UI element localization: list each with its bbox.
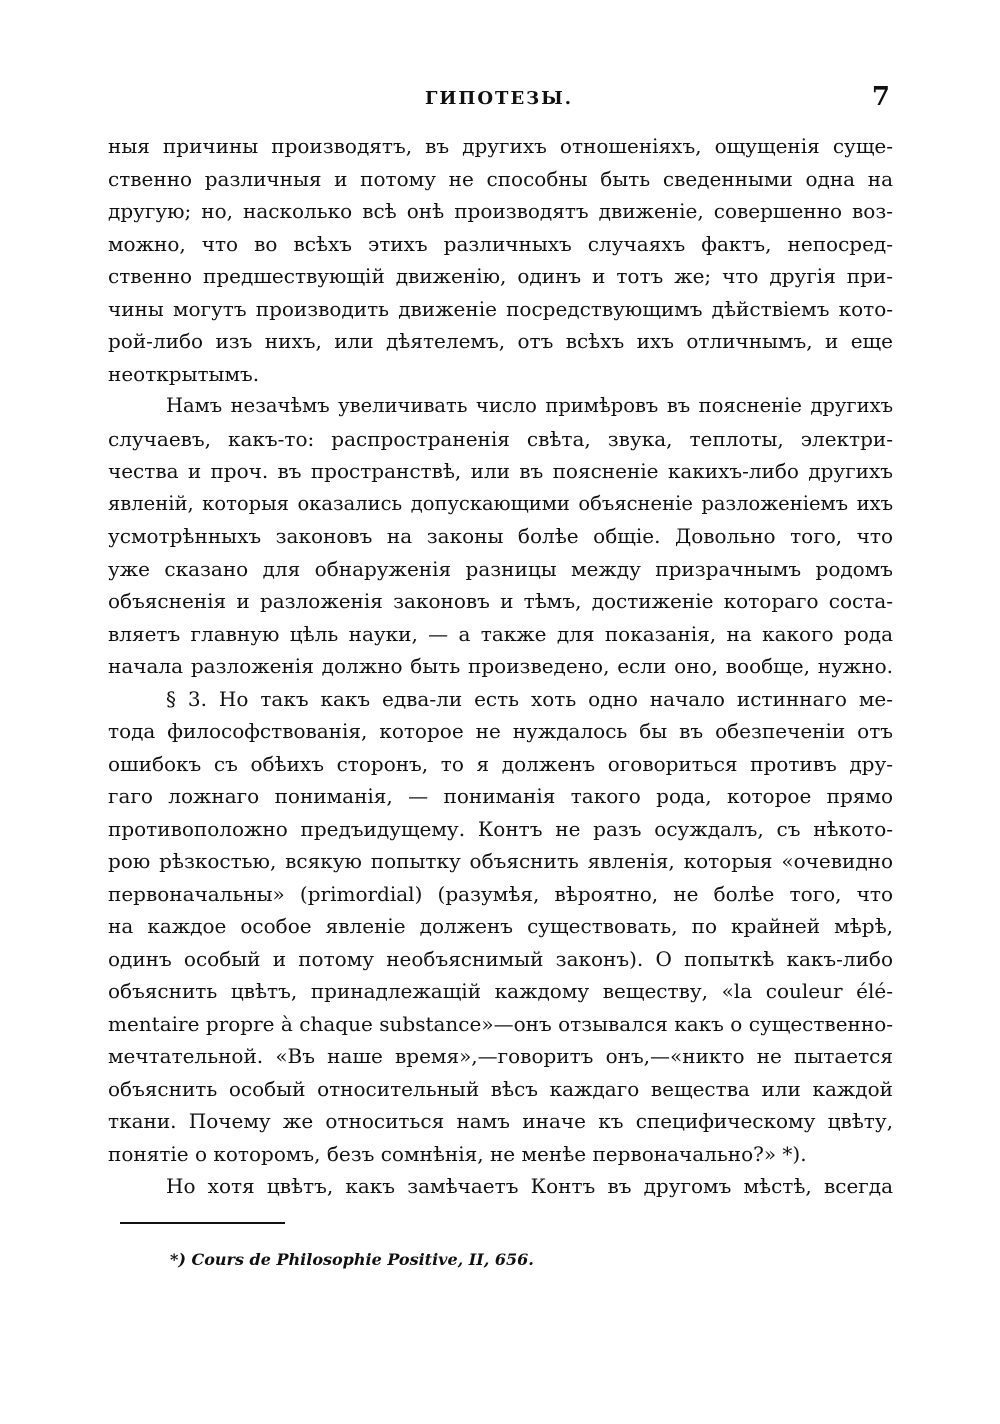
text-line: ственно различныя и потому не способны быть сведенными одна на [108, 166, 893, 191]
text-line: рою рѣзкостью, всякую попытку объяснить явленія, которыя «очевидно [108, 849, 893, 873]
text-line: мечтательной. «Въ наше время»,—говоритъ онъ,—«никто не пытается [108, 1044, 893, 1068]
text-line: вляетъ главную цѣль науки, — а также для показанія, на какого рода [108, 621, 893, 646]
running-header [108, 82, 890, 118]
text-line: ошибокъ съ обѣихъ сторонъ, то я долженъ оговориться противъ дру- [108, 751, 893, 776]
text-line: неоткрытымъ. [108, 361, 260, 386]
text-line: Но хотя цвѣтъ, какъ замѣчаетъ Контъ въ другомъ мѣстѣ, всегда [166, 1174, 893, 1198]
text-line: начала разложенія должно быть произведено, если оно, вообще, нужно. [108, 654, 893, 678]
text-line: можно, что во всѣхъ этихъ различныхъ случаяхъ фактъ, непосред- [108, 231, 893, 256]
text-line: уже сказано для обнаруженія разницы между призрачнымъ родомъ [108, 556, 893, 581]
text-line: рой-либо изъ нихъ, или дѣятелемъ, отъ всѣхъ ихъ отличнымъ, и еще [108, 329, 893, 353]
text-line: гаго ложнаго пониманія, — пониманія такого рода, которое прямо [108, 784, 893, 808]
text-line: тода философствованія, которое не нуждалось бы въ обезпеченіи отъ [108, 719, 893, 743]
text-line: ныя причины производятъ, въ другихъ отношеніяхъ, ощущенія суще- [108, 134, 893, 158]
text-line: объясненія и разложенія законовъ и тѣмъ, достиженіе котораго соста- [108, 589, 893, 613]
text-line: понятіе о которомъ, безъ сомнѣнія, не менѣе первоначально?» *). [108, 1141, 807, 1166]
body-text [108, 130, 893, 1203]
footnote-divider [120, 1222, 285, 1224]
text-line: противоположно предъидущему. Контъ не разъ осуждалъ, съ нѣкото- [108, 816, 893, 841]
text-line: другую; но, насколько всѣ онѣ производятъ движеніе, совершенно воз- [108, 199, 893, 223]
text-line: чины могутъ производить движеніе посредствующимъ дѣйствіемъ кото- [108, 296, 893, 321]
text-line: чества и проч. въ пространствѣ, или въ поясненіе какихъ-либо другихъ [108, 459, 893, 483]
text-line: Намъ незачѣмъ увеличивать число примѣровъ въ поясненіе другихъ [166, 394, 893, 417]
text-line: первоначальны» (primordial) (разумѣя, вѣроятно, не болѣе того, что [108, 881, 893, 906]
text-line: явленій, которыя оказались допускающими объясненіе разложеніемъ ихъ [108, 491, 893, 515]
text-line: ственно предшествующій движенію, одинъ и тотъ же; что другія при- [108, 264, 893, 288]
text-line: усмотрѣнныхъ законовъ на законы болѣе общіе. Довольно того, что [108, 524, 893, 548]
text-line: ткани. Почему же относиться намъ иначе къ специфическому цвѣту, [108, 1109, 893, 1133]
text-line: объяснить цвѣтъ, принадлежащій каждому веществу, «la couleur élé- [108, 979, 893, 1003]
text-line: mentaire propre à chaque substance»—онъ отзывался какъ о существенно- [108, 1011, 893, 1036]
footnote: *) Cours de Philosophie Positive, II, 656. [170, 1250, 534, 1269]
section-3-start: § 3. Но такъ какъ едва-ли есть хоть одно начало истиннаго ме- [166, 686, 893, 711]
text-line: случаевъ, какъ-то: распространенія свѣта, звука, теплоты, электри- [108, 426, 893, 451]
text-line: объяснить особый относительный вѣсъ каждаго вещества или каждой [108, 1076, 893, 1101]
page-number: 7 [871, 82, 890, 112]
running-title: ГИПОТЕЗЫ. [424, 88, 574, 109]
text-line: на каждое особое явленіе долженъ существовать, по крайней мѣрѣ, [108, 914, 893, 938]
text-line: одинъ особый и потому необъяснимый законъ). О попыткѣ какъ-либо [108, 946, 893, 971]
